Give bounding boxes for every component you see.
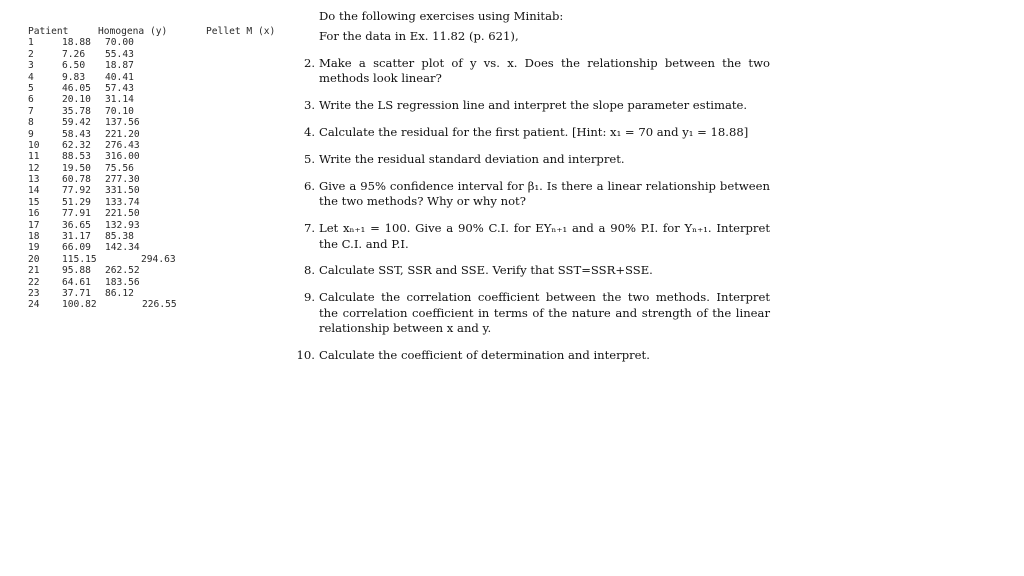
cell-x: 64.61 — [62, 276, 91, 288]
cell-patient: 17 — [28, 219, 40, 231]
cell-x: 6.50 — [62, 60, 86, 72]
cell-patient: 24 — [28, 299, 40, 311]
cell-y: 221.50 — [105, 208, 140, 220]
cell-x: 20.10 — [62, 94, 91, 106]
exercise-item — [300, 125, 770, 140]
cell-patient: 21 — [28, 265, 40, 277]
cell-patient: 1 — [28, 37, 34, 49]
cell-x: 88.53 — [62, 151, 91, 163]
cell-patient: 11 — [28, 151, 40, 163]
cell-y: 70.10 — [105, 105, 134, 117]
cell-y: 276.43 — [105, 139, 140, 151]
cell-patient: 22 — [28, 276, 40, 288]
exercise-item — [300, 56, 770, 87]
cell-patient: 4 — [28, 71, 34, 83]
cell-patient: 6 — [28, 94, 34, 106]
cell-patient: 14 — [28, 185, 40, 197]
cell-patient: 9 — [28, 128, 34, 140]
exercise-text: Calculate SST, SSR and SSE. Verify that SST=SSR+SSE. — [319, 263, 653, 278]
cell-y: 55.43 — [105, 48, 134, 60]
cell-x: 35.78 — [62, 105, 91, 117]
cell-y: 57.43 — [105, 82, 134, 94]
cell-x: 60.78 — [62, 174, 91, 186]
exercise-text: Write the LS regression line and interpret the slope parameter estimate. — [319, 98, 748, 113]
exercise-text: Give a 95% confidence interval for β₁. Is there a linear relationship between the two methods? Why or why not? — [319, 178, 770, 209]
exercise-number: 4. — [303, 125, 315, 140]
cell-y: 183.56 — [105, 276, 140, 288]
exercise-text: Let xₙ₊₁ = 100. Give a 90% C.I. for EYₙ₊₁ and a 90% P.I. for Yₙ₊₁. Interpret the C.I. and P.I. — [319, 221, 770, 251]
header-homogena: Homogena (y) — [98, 26, 168, 37]
exercise-item — [300, 290, 770, 336]
cell-x: 7.26 — [62, 48, 86, 60]
cell-patient: 13 — [28, 174, 40, 186]
cell-patient: 2 — [28, 48, 34, 60]
cell-x: 77.91 — [62, 208, 91, 220]
cell-patient: 7 — [28, 105, 34, 117]
cell-patient: 23 — [28, 287, 40, 299]
header-pellet: Pellet M (x) — [206, 26, 276, 37]
exercise-item — [300, 179, 770, 210]
cell-y: 18.87 — [105, 60, 134, 72]
cell-x: 95.88 — [62, 265, 91, 277]
cell-y: 133.74 — [105, 196, 140, 208]
exercise-number: 10. — [296, 348, 315, 363]
cell-y: 86.12 — [105, 287, 134, 299]
cell-y: 31.14 — [105, 94, 134, 106]
exercise-text: Make a scatter plot of y vs. x. Does the relationship between the two methods look linear? — [319, 55, 770, 86]
cell-x: 77.92 — [62, 185, 91, 197]
cell-x: 51.29 — [62, 196, 91, 208]
cell-patient: 20 — [28, 253, 40, 265]
exercise-text: Write the residual standard deviation and interpret. — [319, 151, 625, 166]
exercise-item — [300, 152, 770, 167]
exercise-number: 5. — [303, 151, 315, 166]
exercise-number: 2. — [303, 55, 315, 70]
cell-y: 137.56 — [105, 117, 140, 129]
cell-x: 31.17 — [62, 231, 91, 243]
cell-x: 66.09 — [62, 242, 91, 254]
cell-patient: 16 — [28, 208, 40, 220]
cell-patient: 3 — [28, 60, 34, 72]
intro-text: Do the following exercises using Minitab: — [319, 9, 564, 23]
cell-patient: 18 — [28, 231, 40, 243]
exercise-text: Calculate the coefficient of determination and interpret. — [319, 348, 650, 363]
exercise-number: 7. — [303, 221, 315, 236]
cell-y: 277.30 — [105, 174, 140, 186]
exercise-item — [300, 263, 770, 278]
cell-y: 221.20 — [105, 128, 140, 140]
cell-patient: 15 — [28, 196, 40, 208]
cell-x: 9.83 — [62, 71, 86, 83]
cell-y: 85.38 — [105, 231, 134, 243]
data-reference: For the data in Ex. 11.82 (p. 621), — [319, 29, 519, 44]
cell-y: 316.00 — [105, 151, 140, 163]
exercise-text: Calculate the residual for the first patient. [Hint: x₁ = 70 and y₁ = 18.88] — [319, 125, 749, 140]
exercise-number: 6. — [303, 178, 315, 193]
cell-x: 62.32 — [62, 139, 91, 151]
cell-patient: 12 — [28, 162, 40, 174]
cell-x: 58.43 — [62, 128, 91, 140]
header-patient: Patient — [28, 26, 69, 37]
cell-y: 142.34 — [105, 242, 140, 254]
cell-x: 59.42 — [62, 117, 91, 129]
cell-y: 75.56 — [105, 162, 134, 174]
exercise-item — [300, 221, 770, 252]
cell-y: 132.93 — [105, 219, 140, 231]
cell-x: 36.65 — [62, 219, 91, 231]
cell-x: 18.88 — [62, 37, 91, 49]
cell-x: 115.15 — [62, 253, 97, 265]
cell-x: 46.05 — [62, 82, 91, 94]
cell-extra: 226.55 — [142, 299, 177, 311]
exercise-list — [296, 9, 770, 375]
cell-patient: 8 — [28, 117, 34, 129]
cell-x: 37.71 — [62, 287, 91, 299]
exercise-item — [296, 348, 770, 363]
exercise-number: 8. — [303, 263, 315, 278]
cell-x: 100.82 — [62, 299, 97, 311]
cell-y: 40.41 — [105, 71, 134, 83]
cell-patient: 19 — [28, 242, 40, 254]
exercise-number: 9. — [303, 290, 315, 305]
cell-patient: 10 — [28, 139, 40, 151]
cell-x: 19.50 — [62, 162, 91, 174]
cell-patient: 5 — [28, 82, 34, 94]
exercise-item — [300, 98, 770, 113]
cell-y: 331.50 — [105, 185, 140, 197]
cell-y: 262.52 — [105, 265, 140, 277]
exercise-text: Calculate the correlation coefficient between the two methods. Interpret the correlation coefficient in terms of the nature and strength of the linear relationship between x and y. — [319, 290, 770, 336]
exercise-items — [296, 55, 770, 364]
exercise-number: 3. — [303, 98, 315, 113]
cell-y: 70.00 — [105, 37, 134, 49]
cell-extra: 294.63 — [141, 253, 176, 265]
